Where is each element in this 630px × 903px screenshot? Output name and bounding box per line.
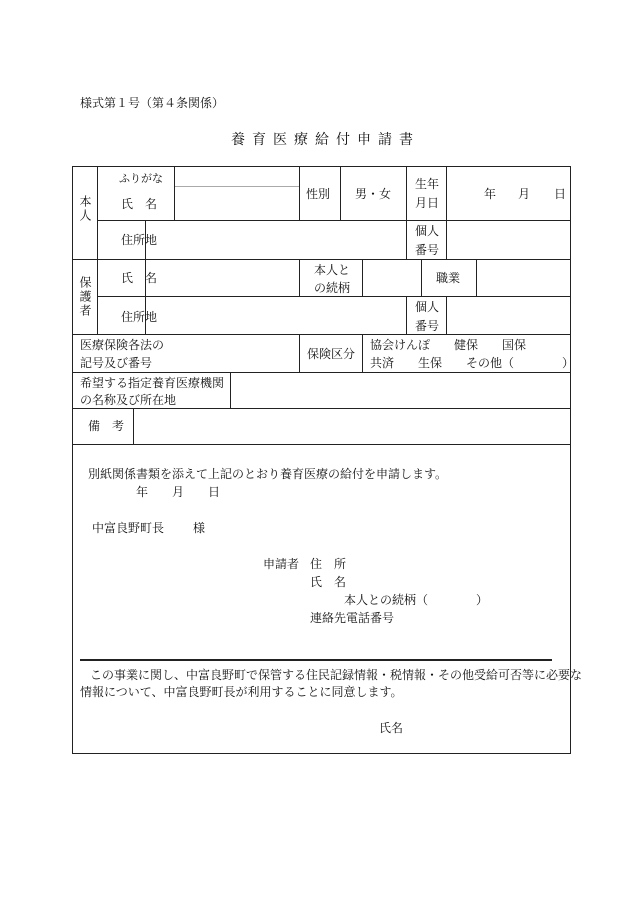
occupation-field[interactable] (478, 260, 569, 295)
consent-line-2: 情報について、中富良野町長が利用することに同意します。 (80, 685, 403, 699)
guardian-section-label: 保護者 (78, 276, 92, 318)
applicant-address-field[interactable] (147, 221, 405, 258)
insurance-label-1: 医療保険各法の (80, 338, 165, 352)
consent-line-1: この事業に関し、中富良野町で保管する住民記録情報・税情報・その他受給可否等に必要な (90, 668, 583, 682)
declaration-text: 別紙関係書類を添えて上記のとおり養育医療の給付を申請します。 (88, 467, 448, 481)
remarks-field[interactable] (135, 409, 569, 443)
signature-phone-label: 連絡先電話番号 (310, 611, 395, 625)
insurance-category-label: 保険区分 (307, 347, 356, 361)
applicant-address-label: 住所地 (121, 233, 158, 247)
sex-options[interactable]: 男・女 (355, 187, 392, 201)
occupation-label: 職業 (436, 271, 461, 285)
addressee: 中富良野町長 (92, 521, 165, 535)
guardian-address-field[interactable] (147, 297, 405, 333)
institution-label-1: 希望する指定養育医療機関 (80, 376, 225, 390)
applicant-id-label-2: 番号 (415, 243, 440, 257)
relation-field[interactable] (364, 260, 420, 295)
relation-label-2: の続柄 (314, 281, 351, 295)
applicant-name-label: 氏 名 (121, 197, 158, 211)
furigana-field[interactable] (176, 167, 298, 185)
declaration-date[interactable]: 年 月 日 (136, 485, 221, 499)
addressee-honorific: 様 (193, 521, 206, 535)
applicant-section-label: 本人 (78, 195, 92, 223)
guardian-address-label: 住所地 (121, 310, 158, 324)
applicant-id-label-1: 個人 (415, 224, 440, 238)
furigana-label: ふりがな (119, 172, 163, 185)
insurance-options-1[interactable]: 協会けんぽ 健保 国保 (370, 338, 527, 352)
signature-address-label: 住 所 (310, 557, 347, 571)
form-number: 様式第１号（第４条関係） (80, 96, 225, 110)
birth-month-label: 月 (518, 187, 531, 201)
guardian-name-label: 氏 名 (121, 271, 158, 285)
sex-label: 性別 (306, 187, 331, 201)
consent-name-label: 氏名 (379, 721, 404, 735)
birth-date-field[interactable] (448, 167, 569, 219)
institution-field[interactable] (232, 373, 569, 407)
insurance-number-field[interactable] (147, 335, 298, 371)
signature-name-label: 氏 名 (310, 575, 347, 589)
relation-label-1: 本人と (314, 263, 351, 277)
signature-relation-label: 本人との続柄（ ） (344, 593, 489, 607)
institution-label-2: の名称及び所在地 (80, 393, 177, 407)
birth-year-label: 年 (484, 187, 497, 201)
guardian-id-label-1: 個人 (415, 300, 440, 314)
insurance-label-2: 記号及び番号 (80, 356, 153, 370)
applicant-name-field[interactable] (176, 188, 298, 219)
consent-signature-field[interactable] (405, 712, 565, 742)
guardian-id-label-2: 番号 (415, 319, 440, 333)
guardian-name-field[interactable] (147, 260, 298, 295)
applicant-signature-label: 申請者 (263, 557, 300, 571)
birth-day-label: 日 (554, 187, 567, 201)
birth-label-2: 月日 (415, 196, 440, 210)
guardian-id-field[interactable] (448, 297, 569, 333)
birth-label-1: 生年 (415, 177, 440, 191)
page-title: 養育医療給付申請書 (231, 132, 420, 148)
applicant-id-field[interactable] (448, 221, 569, 258)
insurance-options-2[interactable]: 共済 生保 その他（ ） (370, 356, 575, 370)
remarks-label: 備 考 (88, 419, 125, 433)
